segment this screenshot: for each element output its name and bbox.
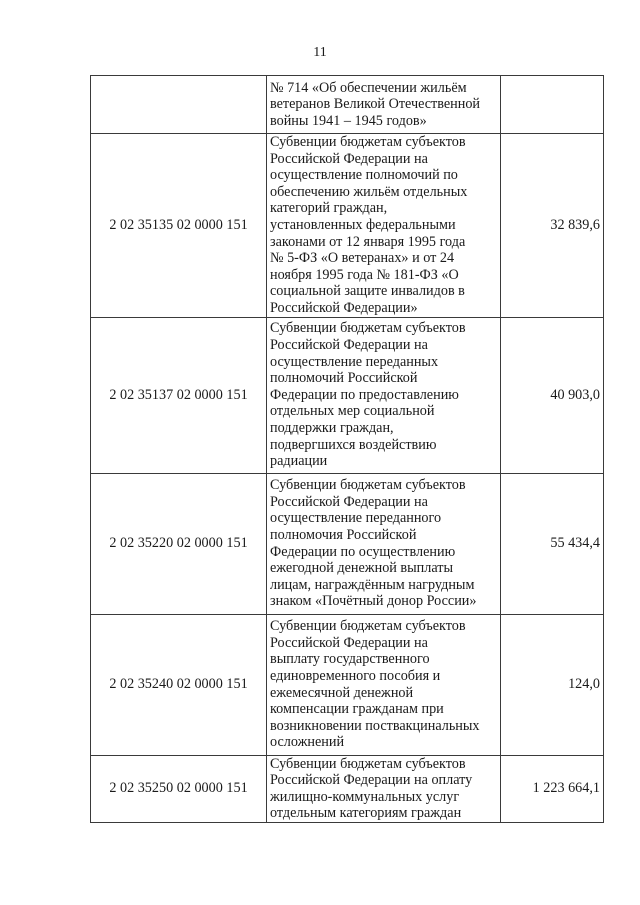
description-line: возникновении поствакцинальных bbox=[270, 717, 480, 734]
budget-code-cell: 2 02 35137 02 0000 151 bbox=[91, 317, 267, 473]
description-line: радиации bbox=[270, 453, 328, 470]
description-line: Российской Федерации на bbox=[270, 336, 428, 353]
table-row bbox=[91, 317, 604, 473]
description-line: Российской Федерации на bbox=[270, 150, 428, 167]
description-line: ветеранов Великой Отечественной bbox=[270, 96, 481, 113]
description-line: ежегодной денежной выплаты bbox=[270, 560, 454, 577]
budget-code-cell bbox=[91, 76, 267, 134]
description-line: категорий граждан, bbox=[270, 200, 388, 217]
description-line: Субвенции бюджетам субъектов bbox=[270, 320, 466, 337]
amount-cell: 124,0 bbox=[501, 614, 604, 755]
description-line: единовременного пособия и bbox=[270, 667, 441, 684]
amount-cell: 55 434,4 bbox=[501, 473, 604, 614]
description-line: ноября 1995 года № 181-ФЗ «О bbox=[270, 266, 459, 283]
description-line: лицам, награждённым нагрудным bbox=[270, 576, 475, 593]
description-line: № 5-ФЗ «О ветеранах» и от 24 bbox=[270, 250, 455, 267]
description-line: отдельным категориям граждан bbox=[270, 805, 462, 822]
description-line: отдельных мер социальной bbox=[270, 403, 435, 420]
description-cell bbox=[267, 317, 501, 473]
budget-code-cell: 2 02 35220 02 0000 151 bbox=[91, 473, 267, 614]
description-cell bbox=[267, 755, 501, 822]
table-row bbox=[91, 76, 604, 134]
description-line: № 714 «Об обеспечении жильём bbox=[270, 79, 467, 96]
budget-code-cell: 2 02 35135 02 0000 151 bbox=[91, 134, 267, 318]
description-line: Федерации по предоставлению bbox=[270, 386, 459, 403]
description-line: выплату государственного bbox=[270, 651, 430, 668]
table-row bbox=[91, 134, 604, 318]
description-line: Субвенции бюджетам субъектов bbox=[270, 134, 466, 150]
description-line: знаком «Почётный донор России» bbox=[270, 593, 477, 610]
description-cell bbox=[267, 134, 501, 318]
amount-cell: 40 903,0 bbox=[501, 317, 604, 473]
budget-table-body bbox=[91, 76, 604, 823]
table-row bbox=[91, 473, 604, 614]
description-line: ежемесячной денежной bbox=[270, 684, 414, 701]
table-row bbox=[91, 755, 604, 822]
description-line: законами от 12 января 1995 года bbox=[270, 233, 466, 250]
description-line: Федерации по осуществлению bbox=[270, 543, 456, 560]
description-line: осуществление переданных bbox=[270, 353, 439, 370]
budget-table bbox=[90, 75, 604, 823]
description-line: Российской Федерации» bbox=[270, 299, 418, 316]
budget-code-cell: 2 02 35240 02 0000 151 bbox=[91, 614, 267, 755]
description-line: полномочий Российской bbox=[270, 370, 418, 387]
description-line: подвергшихся воздействию bbox=[270, 436, 437, 453]
amount-cell: 32 839,6 bbox=[501, 134, 604, 318]
description-line: Субвенции бюджетам субъектов bbox=[270, 755, 466, 772]
description-line: Российской Федерации на bbox=[270, 493, 428, 510]
description-cell bbox=[267, 76, 501, 134]
page-number: 11 bbox=[313, 45, 327, 60]
description-line: Российской Федерации на bbox=[270, 634, 428, 651]
description-line: Субвенции бюджетам субъектов bbox=[270, 618, 466, 635]
description-line: обеспечению жильём отдельных bbox=[270, 183, 468, 200]
description-line: осуществление переданного bbox=[270, 510, 442, 527]
amount-cell: 1 223 664,1 bbox=[501, 755, 604, 822]
description-line: Российской Федерации на оплату bbox=[270, 772, 473, 789]
budget-code-cell: 2 02 35250 02 0000 151 bbox=[91, 755, 267, 822]
description-line: осложнений bbox=[270, 734, 345, 751]
description-line: установленных федеральными bbox=[270, 216, 456, 233]
description-line: полномочия Российской bbox=[270, 526, 417, 543]
description-cell bbox=[267, 473, 501, 614]
description-line: осуществление полномочий по bbox=[270, 167, 458, 184]
table-row bbox=[91, 614, 604, 755]
description-cell bbox=[267, 614, 501, 755]
description-line: поддержки граждан, bbox=[270, 419, 394, 436]
description-line: войны 1941 – 1945 годов» bbox=[270, 112, 427, 129]
description-line: социальной защите инвалидов в bbox=[270, 283, 465, 300]
description-line: жилищно-коммунальных услуг bbox=[270, 788, 460, 805]
amount-cell bbox=[501, 76, 604, 134]
description-line: Субвенции бюджетам субъектов bbox=[270, 477, 466, 494]
description-line: компенсации гражданам при bbox=[270, 701, 444, 718]
